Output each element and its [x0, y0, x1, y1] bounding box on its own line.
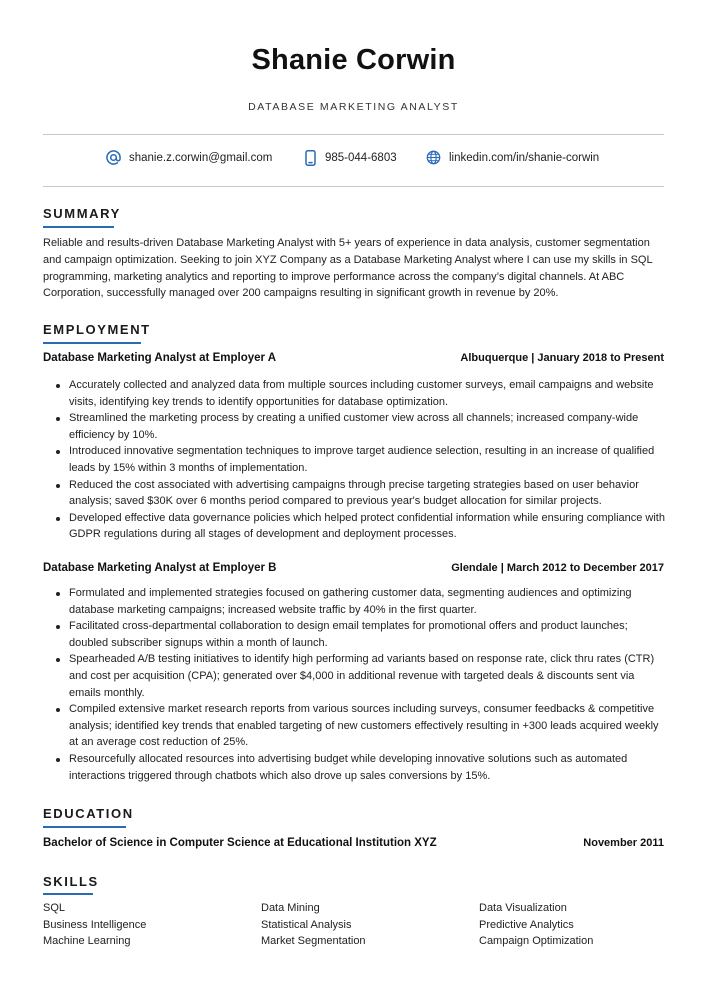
list-item — [43, 410, 668, 443]
bullet-icon — [56, 758, 60, 762]
candidate-title: DATABASE MARKETING ANALYST — [248, 101, 459, 113]
job-title: Database Marketing Analyst at Employer A — [43, 352, 277, 364]
job-header — [43, 562, 664, 578]
list-item — [43, 443, 668, 476]
job-meta: Albuquerque | January 2018 to Present — [460, 352, 664, 364]
bullet-text: Formulated and implemented strategies focused on gathering customer data, segmenting audiences and optimizing database marketing campaigns; increased website traffic by 40% in the first quarter. — [69, 587, 632, 616]
skill-item: Data Visualization — [479, 902, 567, 914]
list-item — [43, 701, 668, 751]
contact-linkedin[interactable] — [426, 150, 599, 165]
skill-item: Predictive Analytics — [479, 919, 574, 931]
bullet-text: Introduced innovative segmentation techniques to improve target audience selection, resulting in an increase of qualified leads by 15% within 3 months of implementation. — [69, 445, 655, 474]
section-underline — [43, 226, 114, 228]
email-text: shanie.z.corwin@gmail.com — [129, 151, 273, 164]
contact-phone[interactable] — [304, 150, 397, 166]
education-date: November 2011 — [583, 837, 664, 849]
job-header — [43, 352, 664, 368]
bullet-text: Compiled extensive market research reports from various sources including surveys, consumer feedbacks & competitive analysis; identified key trends that enabled targeting of new customers effectively resulting in +300 leads acquired weekly at an average cost reduction of 25%. — [69, 703, 659, 749]
divider — [43, 186, 664, 187]
list-item — [43, 751, 668, 784]
list-item — [43, 377, 668, 410]
bullet-icon — [56, 517, 60, 521]
list-item — [43, 510, 668, 543]
job-meta: Glendale | March 2012 to December 2017 — [451, 562, 664, 574]
education-entry — [43, 837, 664, 853]
bullet-text: Streamlined the marketing process by creating a unified customer view across all channels; increased company-wide efficiency by 10%. — [69, 412, 639, 441]
section-heading-employment: EMPLOYMENT — [43, 322, 151, 337]
skill-item: Data Mining — [261, 902, 320, 914]
summary-text: Reliable and results-driven Database Marketing Analyst with 5+ years of experience in data analysis, customer segmentation and campaign optimization. Seeking to join XYZ Company as a Database Marketing Analyst where I can use my skills in SQL programming, marketing analytics and reporting to improve performance across the company’s digital channels. At ABC Corporation, successfully managed over 200 campaigns resulting in significant growth in revenue by 20%. — [43, 237, 653, 300]
list-item — [43, 618, 668, 651]
list-item — [43, 477, 668, 510]
list-item — [43, 651, 668, 701]
bullet-icon — [56, 484, 60, 488]
skill-item: Business Intelligence — [43, 919, 147, 931]
linkedin-text: linkedin.com/in/shanie-corwin — [449, 151, 600, 164]
bullet-text: Developed effective data governance policies which helped protect confidential information while ensuring compliance with GDPR regulations during all stages of development and deployment processes. — [69, 511, 665, 541]
bullet-icon — [56, 658, 60, 662]
section-heading-education: EDUCATION — [43, 806, 134, 821]
skill-item: SQL — [43, 902, 66, 914]
section-underline — [43, 893, 93, 895]
section-underline — [43, 342, 141, 344]
candidate-name: Shanie Corwin — [251, 44, 456, 76]
bullet-icon — [56, 417, 60, 421]
phone-text: 985-044-6803 — [325, 152, 397, 164]
skill-item: Market Segmentation — [261, 935, 366, 947]
contact-row — [0, 150, 707, 170]
bullet-text: Facilitated cross-departmental collaboration to design email templates for promotional offers and product launches; doubled subscriber signups within a month of launch. — [69, 620, 628, 649]
divider — [43, 134, 664, 135]
bullet-icon — [56, 708, 60, 712]
skill-item: Campaign Optimization — [479, 935, 594, 947]
bullet-icon — [56, 625, 60, 629]
job-bullets — [43, 377, 668, 543]
contact-email[interactable] — [106, 150, 272, 165]
list-item — [43, 585, 668, 618]
degree-title: Bachelor of Science in Computer Science at Educational Institution XYZ — [43, 837, 437, 849]
globe-icon — [426, 150, 441, 165]
bullet-icon — [56, 450, 60, 454]
bullet-text: Spearheaded A/B testing initiatives to identify high performing ad variants based on response rate, click thru rates (CTR) and cost per acquisition (CPA); generated over $4,000 in additional revenue with targeted deals & discounts sent via emails monthly. — [69, 653, 655, 699]
bullet-text: Resourcefully allocated resources into advertising budget while developing innovative solutions such as automated interactions triggered through chatbots which also drove up sales conversions by 15%. — [69, 752, 628, 782]
section-heading-skills: SKILLS — [43, 874, 99, 889]
job-bullets — [43, 585, 668, 784]
phone-icon — [304, 150, 317, 166]
bullet-icon — [56, 592, 60, 596]
section-underline — [43, 826, 126, 828]
at-icon — [106, 150, 121, 165]
skill-item: Machine Learning — [43, 935, 131, 947]
bullet-text: Accurately collected and analyzed data from multiple sources including customer surveys, email campaigns and website visits, identifying key trends to identify opportunities for database optimization. — [69, 379, 654, 408]
section-heading-summary: SUMMARY — [43, 206, 121, 221]
bullet-text: Reduced the cost associated with advertising campaigns through precise targeting strategies based on user behavior analysis; saved $30K over 6 months period compared to previous year's budget allocation for similar projects. — [69, 478, 639, 508]
bullet-icon — [56, 384, 60, 388]
skill-item: Statistical Analysis — [261, 919, 352, 931]
job-title: Database Marketing Analyst at Employer B — [43, 562, 277, 574]
